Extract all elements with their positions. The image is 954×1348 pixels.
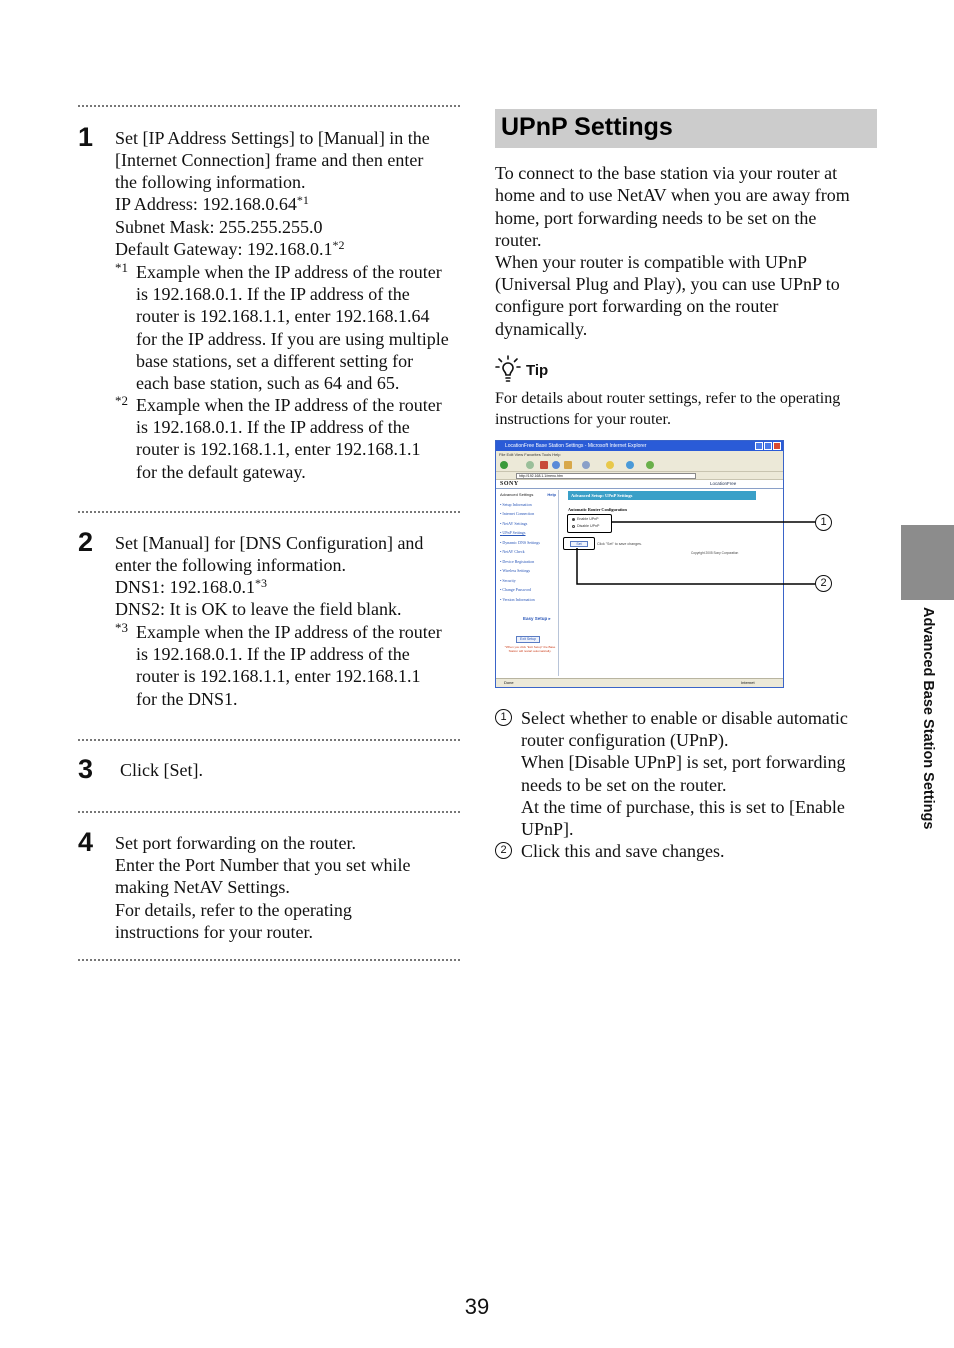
intro-line: (Universal Plug and Play), you can use UPnP to (495, 274, 840, 294)
address-bar (496, 472, 783, 480)
sidebar-item-netav-check: • NetAV Check (500, 549, 525, 554)
footnote-line: for the DNS1. (136, 688, 238, 709)
window-title: LocationFree Base Station Settings - Microsoft Internet Explorer (496, 441, 783, 451)
callout-line-2 (577, 548, 815, 584)
intro-line: home and to use NetAV when you are away from (495, 185, 850, 205)
footnote-line: Example when the IP address of the router (136, 262, 442, 282)
sidebar-item-label: UPnP Settings (502, 530, 526, 535)
exit-setup-button: Exit Setup (516, 636, 540, 643)
description-line: When [Disable UPnP] is set, port forwarding (521, 752, 846, 773)
footnote-line: is 192.168.0.1. If the IP address of the (136, 417, 410, 438)
footnote-mark: *3 (115, 620, 128, 635)
description-line: router configuration (UPnP). (521, 730, 729, 751)
dns1-text: DNS1: 192.168.0.1 (115, 577, 256, 597)
sidebar-item-security: • Security (500, 578, 516, 583)
description-line: Select whether to enable or disable automatic (521, 708, 848, 728)
side-tab-label (920, 607, 946, 867)
sidebar-header (500, 492, 558, 497)
settings-title-bar: Advanced Setup: UPnP Settings (568, 491, 756, 500)
sidebar-item-label: Change Password (502, 587, 531, 592)
footnote-line: is 192.168.0.1. If the IP address of the (136, 644, 410, 665)
step-4-line: For details, refer to the operating (115, 900, 352, 920)
sidebar-item-label: Security (502, 578, 516, 583)
window-controls (755, 442, 781, 450)
step-2-dns2: DNS2: It is OK to leave the field blank. (115, 599, 402, 619)
exit-note: *When you click "Exit Setup" the Base Station will restart automatically. (504, 645, 556, 653)
sidebar-item-label: Version Information (502, 597, 535, 602)
divider-step-2 (78, 511, 460, 513)
forward-icon (526, 461, 534, 469)
media-icon (626, 461, 634, 469)
footnote-line: base stations, set a different setting for (136, 350, 414, 371)
status-right: Internet (741, 680, 755, 685)
step-4-number: 4 (78, 827, 94, 857)
description-line: needs to be set on the router. (521, 774, 727, 795)
step-4-line: instructions for your router. (115, 922, 313, 942)
footnote-ref-3: *3 (255, 576, 268, 590)
footnote-2 (115, 394, 442, 483)
minimize-icon (755, 442, 763, 450)
settings-sidebar (497, 490, 559, 676)
sidebar-header-label: Advanced Settings (500, 492, 534, 497)
set-button: Set (570, 541, 588, 547)
refresh-icon (552, 461, 560, 469)
description-line: At the time of purchase, this is set to [Enable (521, 796, 845, 817)
page-number: 39 (464, 1294, 490, 1319)
divider-step-3 (78, 739, 460, 741)
toolbar (496, 459, 783, 472)
status-bar (496, 678, 783, 687)
footnote-1 (115, 261, 449, 394)
footnote-3 (115, 621, 442, 710)
sidebar-item-label: Internet Connection (502, 511, 535, 516)
step-3-number: 3 (78, 754, 94, 784)
description-number: 2 (495, 842, 512, 859)
sidebar-item-label: Dynamic DNS Settings (502, 540, 540, 545)
ip-address-text: IP Address: 192.168.0.64 (115, 194, 297, 214)
sidebar-item-label: Setup Information (502, 502, 532, 507)
step-2-dns1 (115, 576, 267, 598)
description-line: Click this and save changes. (521, 841, 725, 861)
close-icon (773, 442, 781, 450)
enable-upnp-label: Enable UPnP (577, 517, 599, 521)
description-number: 1 (495, 709, 512, 726)
back-icon (500, 461, 508, 469)
history-icon (646, 461, 654, 469)
sidebar-item-internet-connection: • Internet Connection (500, 511, 535, 516)
sidebar-item-wireless-settings: • Wireless Settings (500, 568, 531, 573)
favorites-icon (606, 461, 614, 469)
section-title: UPnP Settings (501, 113, 673, 141)
step-1-line: the following information. (115, 172, 306, 192)
home-icon (564, 461, 572, 469)
footnote-line: router is 192.168.1.1, enter 192.168.1.1 (136, 439, 421, 460)
locationfree-logo: LocationFree (710, 481, 737, 486)
help-link: Help (547, 492, 556, 497)
intro-line: When your router is compatible with UPnP (495, 252, 807, 272)
divider-step-4 (78, 811, 460, 813)
description-1 (495, 707, 848, 840)
footnote-ref-2: *2 (332, 238, 345, 252)
intro-line: configure port forwarding on the router (495, 296, 779, 316)
lightbulb-icon (495, 355, 521, 383)
step-1-ip-address (115, 193, 309, 215)
intro-line: router. (495, 230, 542, 250)
callout-1: 1 (815, 514, 832, 531)
sidebar-item-upnp-settings: • UPnP Settings (500, 530, 526, 535)
easy-setup-label: Easy Setup (523, 616, 548, 621)
step-1-line: [Internet Connection] frame and then enter (115, 150, 424, 170)
header-rule (496, 488, 783, 489)
sony-logo: SONY (500, 481, 519, 487)
sidebar-item-change-password: • Change Password (500, 587, 531, 592)
callout-2: 2 (815, 575, 832, 592)
footnote-line: for the IP address. If you are using multiple (136, 328, 449, 349)
intro-line: To connect to the base station via your router at (495, 163, 838, 183)
footnote-mark: *1 (115, 260, 128, 275)
sidebar-item-label: Device Registration (502, 559, 535, 564)
section-header (495, 109, 877, 148)
sidebar-item-label: Wireless Settings (502, 568, 531, 573)
step-4-line: Set port forwarding on the router. (115, 833, 356, 853)
footnote-line: Example when the IP address of the router (136, 622, 442, 642)
step-1-line: Set [IP Address Settings] to [Manual] in the (115, 128, 430, 148)
menu-bar: File Edit View Favorites Tools Help (496, 451, 783, 459)
footnote-line: each base station, such as 64 and 65. (136, 373, 400, 394)
config-heading: Automatic Router Configuration (568, 507, 627, 512)
sidebar-item-label: NetAV Check (502, 549, 525, 554)
footnote-line: is 192.168.0.1. If the IP address of the (136, 284, 410, 305)
step-4-line: making NetAV Settings. (115, 877, 290, 897)
step-1-number: 1 (78, 122, 94, 152)
sidebar-item-dynamic-dns: • Dynamic DNS Settings (500, 540, 540, 545)
callout-lines (560, 505, 820, 595)
sidebar-item-version-information: • Version Information (500, 597, 535, 602)
step-2-line: Set [Manual] for [DNS Configuration] and (115, 533, 424, 553)
footnote-mark: *2 (115, 393, 128, 408)
sidebar-item-label: NetAV Settings (502, 521, 528, 526)
set-hint: Click "Set" to save changes. (597, 542, 642, 546)
footnote-line: Example when the IP address of the router (136, 395, 442, 415)
sidebar-item-setup-information: • Setup Information (500, 502, 532, 507)
step-1-default-gateway (115, 238, 344, 260)
disable-upnp-label: Disable UPnP (577, 524, 600, 528)
step-1-subnet-mask: Subnet Mask: 255.255.255.0 (115, 217, 323, 237)
side-tab-text: Advanced Base Station Settings (920, 607, 936, 830)
sidebar-item-netav-settings: • NetAV Settings (500, 521, 528, 526)
intro-line: dynamically. (495, 319, 588, 339)
easy-setup-link: Easy Setup ▸ (523, 616, 551, 621)
footnote-line: router is 192.168.1.1, enter 192.168.1.64 (136, 306, 430, 327)
description-2 (495, 840, 724, 862)
stop-icon (540, 461, 548, 469)
sidebar-item-device-registration: • Device Registration (500, 559, 535, 564)
tip-line: instructions for your router. (495, 411, 671, 428)
step-2-line: enter the following information. (115, 555, 346, 575)
maximize-icon (764, 442, 772, 450)
description-line: UPnP]. (521, 819, 574, 840)
divider-step-1 (78, 105, 460, 107)
footnote-ref-1: *1 (296, 193, 309, 207)
step-3-line: Click [Set]. (120, 760, 203, 780)
gateway-text: Default Gateway: 192.168.0.1 (115, 239, 333, 259)
divider-end (78, 959, 460, 961)
copyright: Copyright 2005 Sony Corporation (691, 551, 739, 555)
status-left: Done (504, 680, 514, 685)
intro-line: home, port forwarding needs to be set on the (495, 208, 817, 228)
step-4-line: Enter the Port Number that you set while (115, 855, 411, 875)
footnote-line: router is 192.168.1.1, enter 192.168.1.1 (136, 666, 421, 687)
search-icon (582, 461, 590, 469)
footnote-line: for the default gateway. (136, 461, 306, 482)
address-input: http://192.168.1.1/menu.htm (516, 473, 696, 479)
tip-label: Tip (526, 362, 549, 379)
side-tab-marker (901, 525, 954, 600)
tip-line: For details about router settings, refer to the operating (495, 390, 841, 407)
step-2-number: 2 (78, 527, 94, 557)
